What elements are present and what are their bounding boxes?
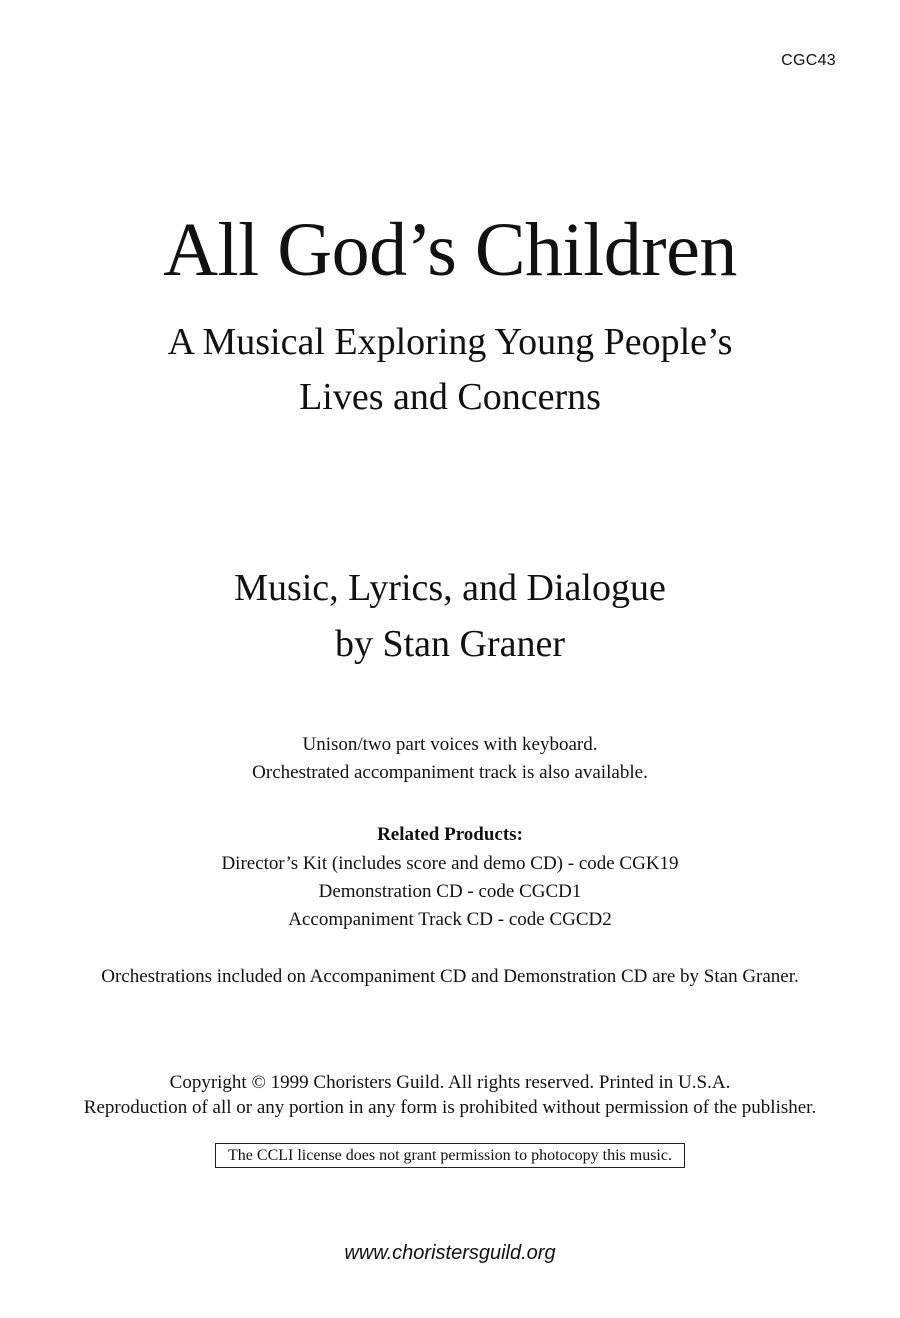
related-product-item: Accompaniment Track CD - code CGCD2 (288, 909, 612, 930)
page-title: All God’s Children (163, 208, 737, 292)
voicing-line-2: Orchestrated accompaniment track is also available. (252, 762, 648, 783)
credits-line-1: Music, Lyrics, and Dialogue (234, 567, 666, 609)
subtitle-line-2: Lives and Concerns (299, 376, 601, 418)
reproduction-notice: Reproduction of all or any portion in any form is prohibited without permission of the publisher. (83, 1097, 817, 1118)
related-product-item: Demonstration CD - code CGCD1 (318, 881, 582, 902)
website-link[interactable]: www.choristersguild.org (344, 1242, 556, 1264)
voicing-line-1: Unison/two part voices with keyboard. (302, 734, 598, 755)
subtitle-line-1: A Musical Exploring Young People’s (167, 321, 733, 363)
related-products-heading: Related Products: (377, 824, 523, 845)
orchestrations-note: Orchestrations included on Accompaniment CD and Demonstration CD are by Stan Graner. (101, 966, 799, 987)
credits-author: by Stan Graner (334, 623, 566, 665)
related-product-item: Director’s Kit (includes score and demo CD) - code CGK19 (221, 853, 679, 874)
ccli-notice-box (0, 1143, 900, 1168)
catalog-code: CGC43 (781, 52, 836, 69)
copyright-line: Copyright © 1999 Choristers Guild. All rights reserved. Printed in U.S.A. (169, 1072, 731, 1093)
ccli-notice: The CCLI license does not grant permission to photocopy this music. (215, 1143, 685, 1168)
